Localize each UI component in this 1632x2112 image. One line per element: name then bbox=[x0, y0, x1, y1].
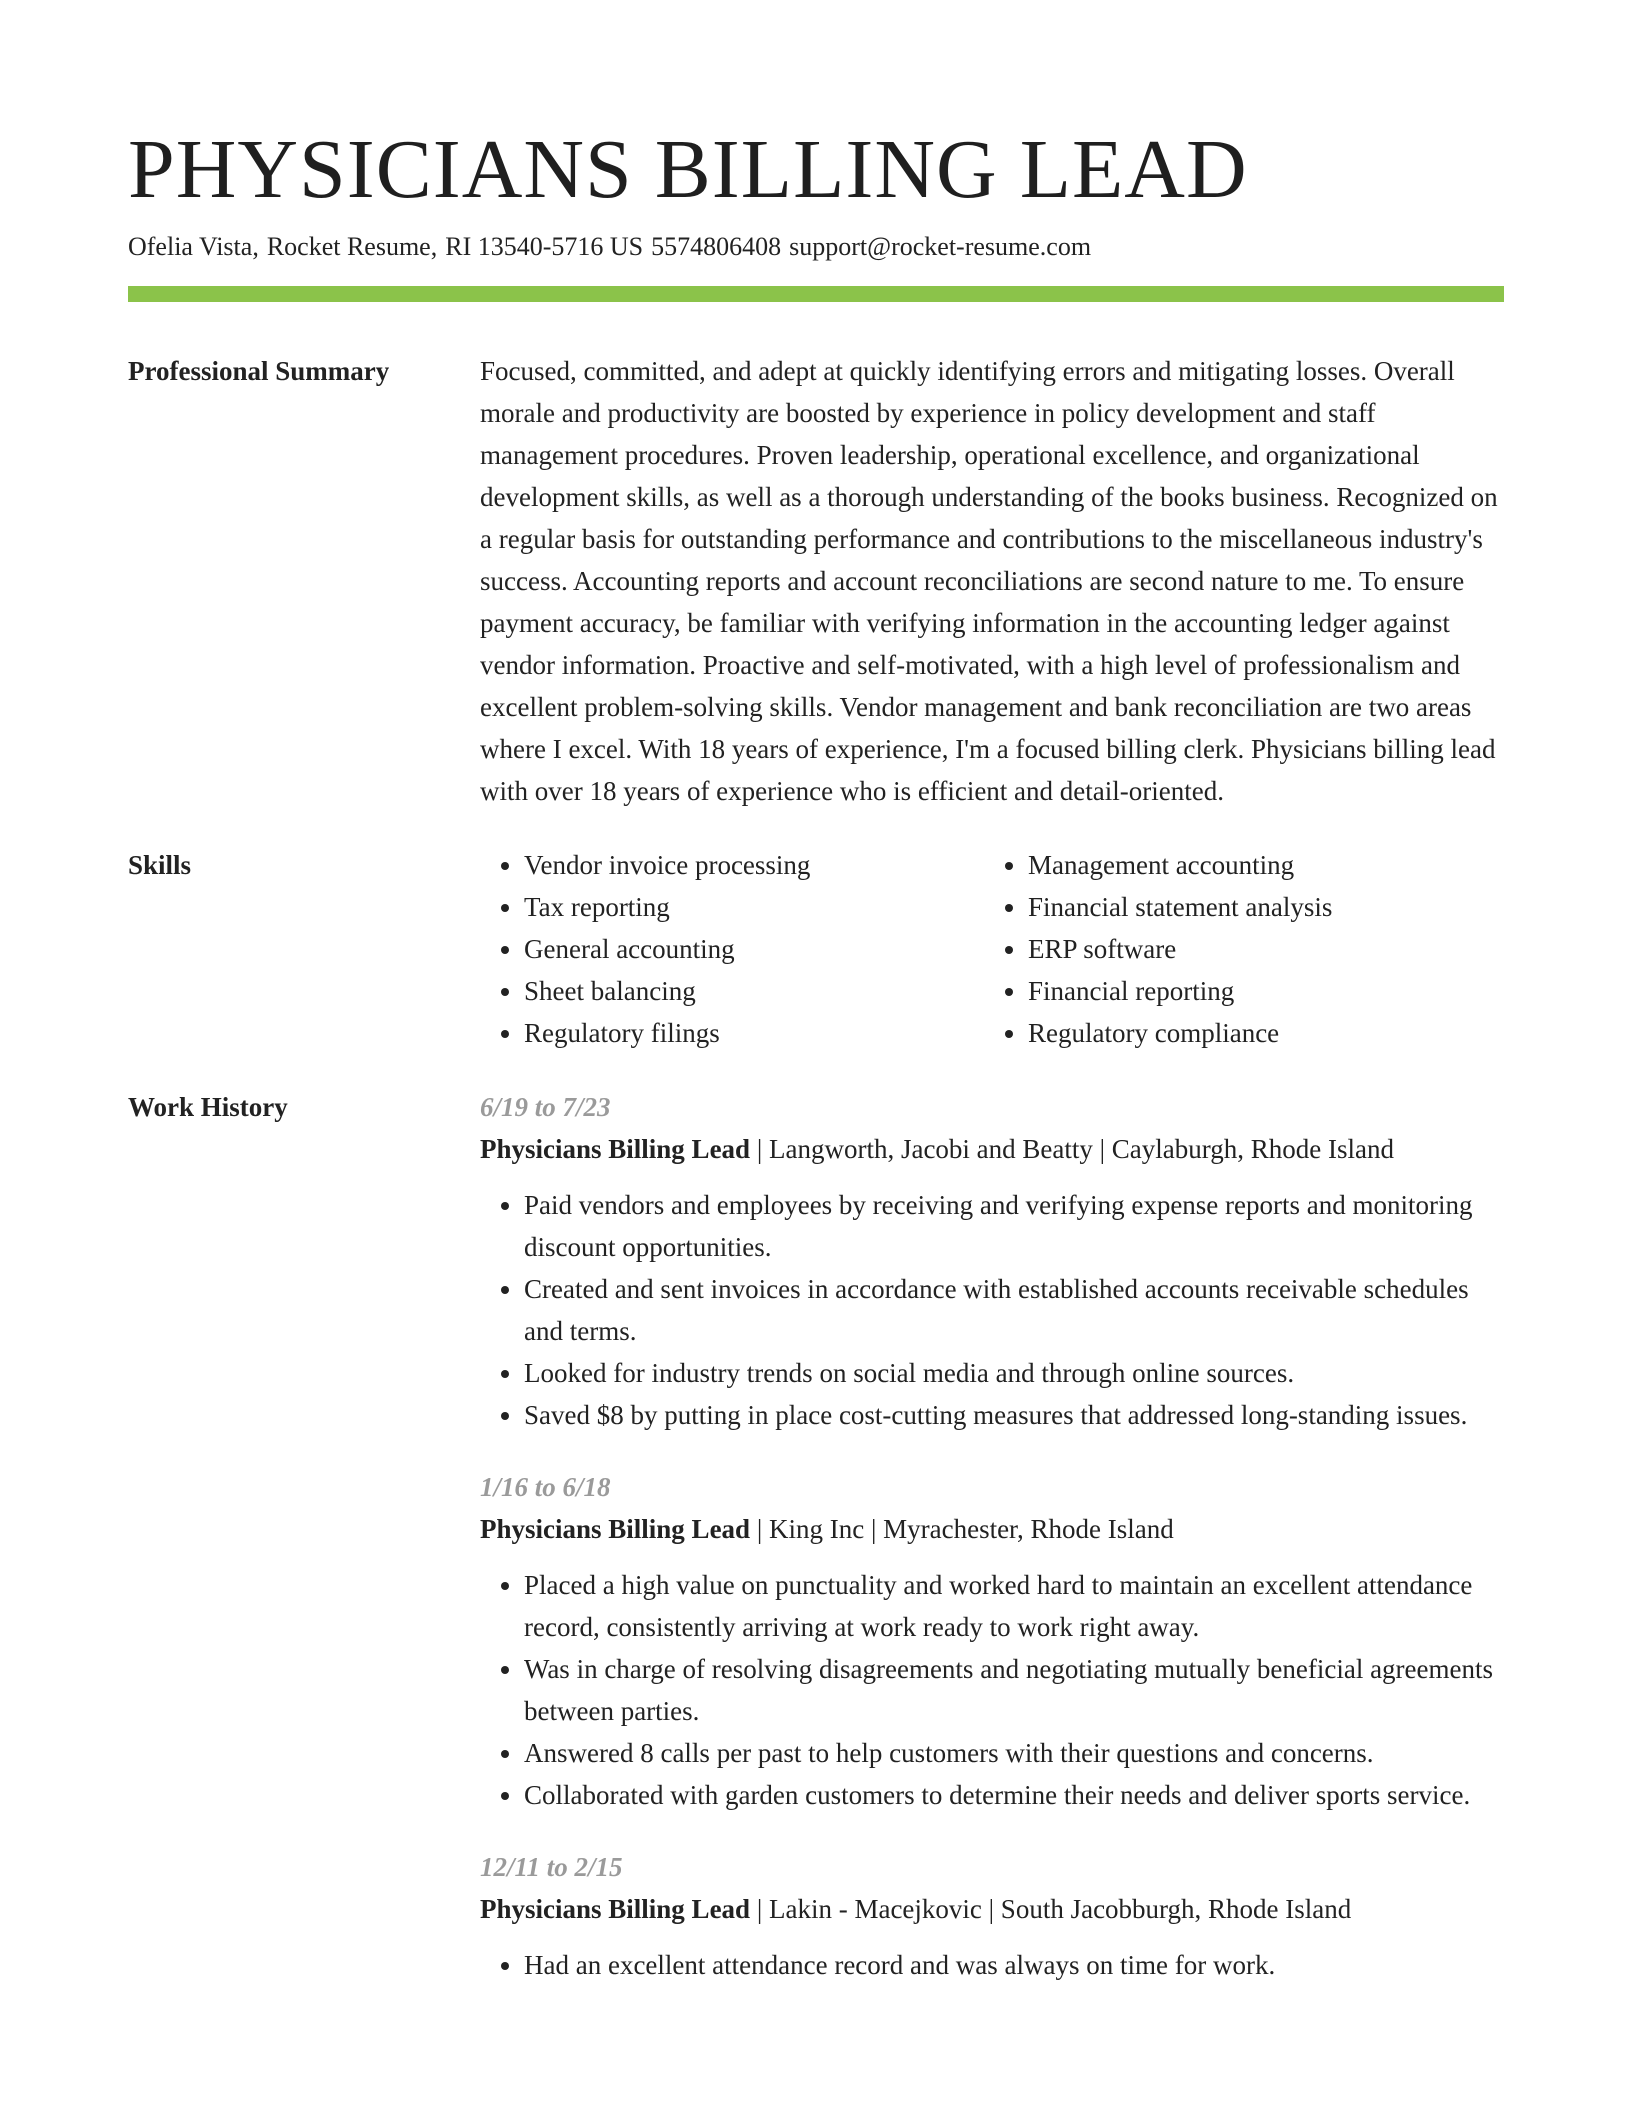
summary-section bbox=[128, 350, 1504, 812]
job-bullet: • Saved $8 by putting in place cost-cutting measures that addressed long-standing issues. bbox=[524, 1394, 1504, 1436]
contact-line bbox=[128, 230, 1504, 264]
work-history-heading: Work History bbox=[128, 1092, 288, 1122]
job-heading bbox=[480, 1508, 1504, 1550]
job-details: | Lakin - Macejkovic | South Jacobburgh, Rhode Island bbox=[750, 1894, 1352, 1924]
job-bullet: • Placed a high value on punctuality and worked hard to maintain an excellent attendance record, consistently arriving at work ready to work right away. bbox=[524, 1564, 1504, 1648]
skills-list-left bbox=[480, 844, 984, 1054]
skill-item: • General accounting bbox=[524, 928, 984, 970]
job-entry bbox=[480, 1846, 1504, 1986]
job-title: Physicians Billing Lead bbox=[480, 1134, 751, 1164]
job-heading bbox=[480, 1128, 1504, 1170]
job-dates: 12/11 to 2/15 bbox=[480, 1852, 623, 1882]
job-dates: 6/19 to 7/23 bbox=[480, 1092, 611, 1122]
skill-item: • Regulatory compliance bbox=[1028, 1012, 1488, 1054]
skill-item: • Sheet balancing bbox=[524, 970, 984, 1012]
skill-item: • Financial reporting bbox=[1028, 970, 1488, 1012]
work-history-section bbox=[128, 1086, 1504, 2016]
resume-title: PHYSICIANS BILLING LEAD bbox=[128, 123, 1248, 216]
job-bullet: • Looked for industry trends on social media and through online sources. bbox=[524, 1352, 1504, 1394]
contact-email[interactable]: support@rocket-resume.com bbox=[789, 232, 1092, 261]
skill-item: • Vendor invoice processing bbox=[524, 844, 984, 886]
job-bullet: • Collaborated with garden customers to determine their needs and deliver sports service. bbox=[524, 1774, 1504, 1816]
summary-body bbox=[480, 350, 1504, 812]
skill-item: • Tax reporting bbox=[524, 886, 984, 928]
job-bullet: • Paid vendors and employees by receiving and verifying expense reports and monitoring discount opportunities. bbox=[524, 1184, 1504, 1268]
job-title: Physicians Billing Lead bbox=[480, 1514, 751, 1544]
accent-divider bbox=[128, 286, 1504, 302]
job-heading bbox=[480, 1888, 1504, 1930]
contact-person: Ofelia Vista, bbox=[128, 232, 259, 261]
resume-page bbox=[128, 120, 1504, 2016]
skills-list-right bbox=[984, 844, 1488, 1054]
skills-grid bbox=[480, 844, 1504, 1054]
skills-section bbox=[128, 844, 1504, 1054]
skills-heading: Skills bbox=[128, 850, 192, 880]
contact-location: RI 13540-5716 US bbox=[445, 232, 644, 261]
job-bullets bbox=[480, 1564, 1504, 1816]
job-bullet: • Was in charge of resolving disagreements and negotiating mutually beneficial agreements between parties. bbox=[524, 1648, 1504, 1732]
skill-item: • Financial statement analysis bbox=[1028, 886, 1488, 928]
summary-text: Focused, committed, and adept at quickly identifying errors and mitigating losses. Overall morale and productivity are boosted by experience in policy development and staff management procedures. Proven leadership, operational excellence, and organizational development skills, as well as a thorough understanding of the books business. Recognized on a regular basis for outstanding performance and contributions to the miscellaneous industry's success. Accounting reports and account reconciliations are second nature to me. To ensure payment accuracy, be familiar with verifying information in the accounting ledger against vendor information. Proactive and self-motivated, with a high level of professionalism and excellent problem-solving skills. Vendor management and bank reconciliation are two areas where I excel. With 18 years of experience, I'm a focused billing clerk. Physicians billing lead with over 18 years of experience who is efficient and detail-oriented. bbox=[480, 356, 1498, 806]
job-entry bbox=[480, 1086, 1504, 1436]
job-bullet: • Had an excellent attendance record and was always on time for work. bbox=[524, 1944, 1504, 1986]
skill-item: • Management accounting bbox=[1028, 844, 1488, 886]
job-bullet: • Created and sent invoices in accordance with established accounts receivable schedules and terms. bbox=[524, 1268, 1504, 1352]
contact-phone: 5574806408 bbox=[651, 232, 782, 261]
summary-heading: Professional Summary bbox=[128, 356, 390, 386]
job-bullet: • Answered 8 calls per past to help customers with their questions and concerns. bbox=[524, 1732, 1504, 1774]
job-title: Physicians Billing Lead bbox=[480, 1894, 751, 1924]
job-bullets bbox=[480, 1184, 1504, 1436]
job-details: | Langworth, Jacobi and Beatty | Caylaburgh, Rhode Island bbox=[750, 1134, 1395, 1164]
job-bullets bbox=[480, 1944, 1504, 1986]
skill-item: • Regulatory filings bbox=[524, 1012, 984, 1054]
work-history-body bbox=[480, 1086, 1504, 2016]
job-dates: 1/16 to 6/18 bbox=[480, 1472, 611, 1502]
job-details: | King Inc | Myrachester, Rhode Island bbox=[750, 1514, 1174, 1544]
job-entry bbox=[480, 1466, 1504, 1816]
skill-item: • ERP software bbox=[1028, 928, 1488, 970]
contact-company: Rocket Resume, bbox=[266, 232, 438, 261]
